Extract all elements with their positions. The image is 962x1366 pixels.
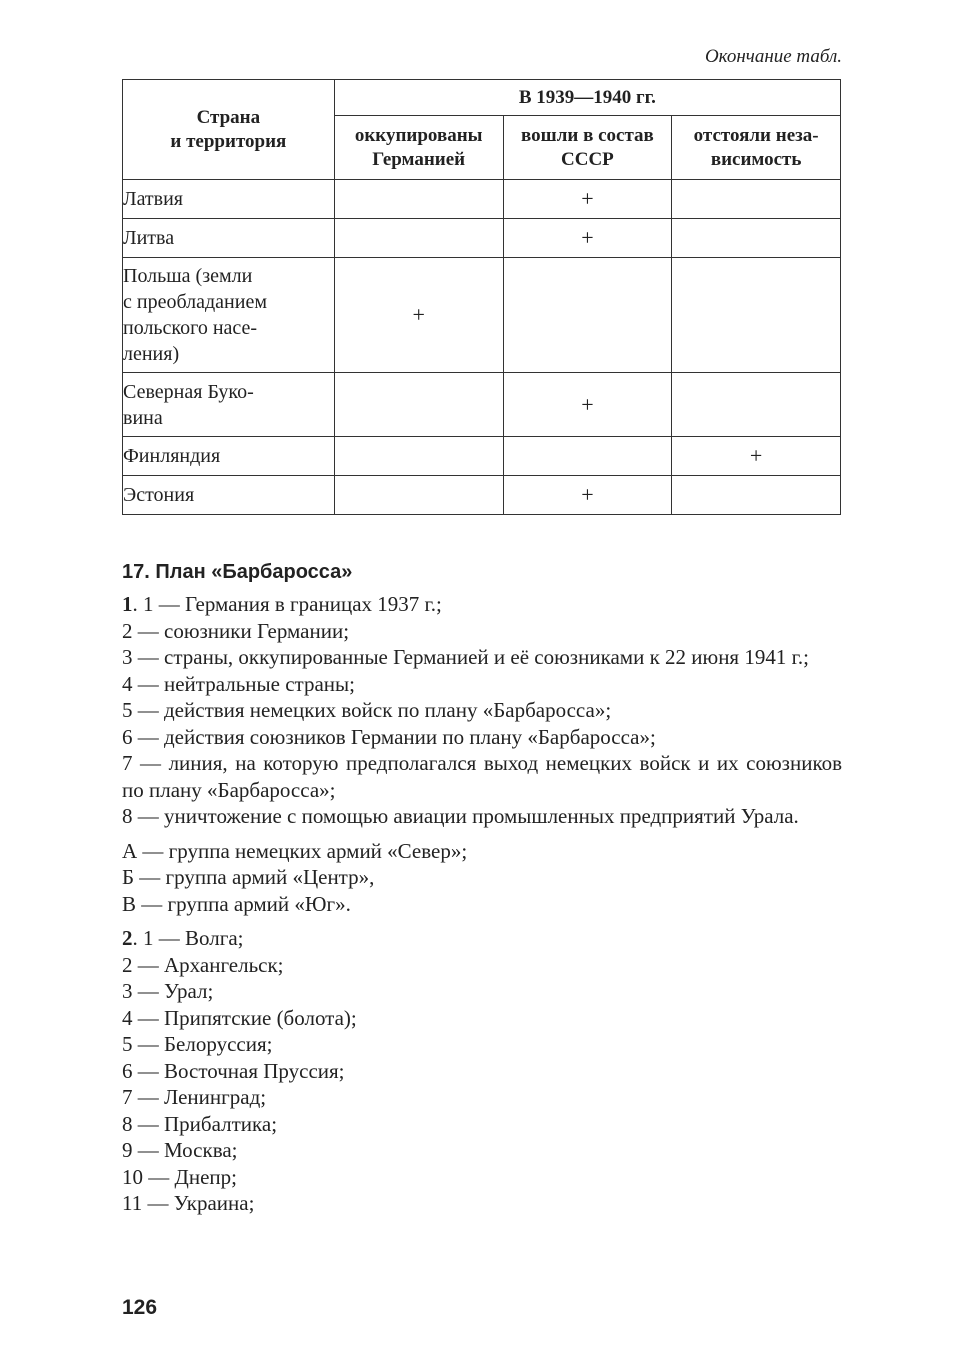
cell-text: вошли в состав СССР	[521, 124, 654, 170]
cell-country: Литва	[123, 219, 335, 258]
list-item	[122, 864, 842, 891]
header-occupied	[334, 116, 503, 180]
list-item	[122, 1111, 842, 1138]
part-number: 2	[122, 926, 133, 950]
cell-ussr: +	[503, 476, 672, 515]
cell-occupied	[334, 219, 503, 258]
list-item-text: Б — группа армий «Центр»,	[122, 865, 375, 889]
table-row	[123, 373, 841, 437]
list-item	[122, 803, 842, 830]
list-item-text: 3 — страны, оккупированные Германией и её союзниками к 22 июня 1941 г.;	[122, 645, 809, 669]
cell-occupied	[334, 476, 503, 515]
list-item-text: 6 — Восточная Пруссия;	[122, 1058, 345, 1083]
cell-ussr: +	[503, 180, 672, 219]
cell-occupied	[334, 180, 503, 219]
table-row	[123, 219, 841, 258]
table-row	[123, 180, 841, 219]
page-number: 126	[122, 1296, 158, 1319]
list-item	[122, 618, 842, 645]
cell-country: Эстония	[123, 476, 335, 515]
list-item-text: В — группа армий «Юг».	[122, 891, 351, 916]
part2-list	[122, 925, 842, 1217]
list-item-text: 7 — Ленинград;	[122, 1085, 267, 1109]
list-item-text: 2 — союзники Германии;	[122, 618, 350, 643]
list-item-text: 5 — действия немецких войск по плану «Барбаросса»;	[122, 698, 612, 722]
list-item	[122, 724, 842, 751]
cell-independent: +	[672, 437, 841, 476]
cell-independent	[672, 219, 841, 258]
cell-country: Латвия	[123, 180, 335, 219]
list-item	[122, 1058, 842, 1085]
list-item-text: 8 — Прибалтика;	[122, 1111, 278, 1136]
list-item	[122, 1031, 842, 1058]
cell-independent	[672, 258, 841, 373]
table-row	[123, 258, 841, 373]
cell-ussr: +	[503, 373, 672, 437]
cell-country: Польша (земли с преобладанием польского насе- ления)	[123, 258, 335, 373]
cell-independent	[672, 373, 841, 437]
list-item	[122, 671, 842, 698]
list-item-text: . 1 — Волга;	[132, 926, 244, 950]
table-body	[123, 180, 841, 515]
cell-occupied	[334, 373, 503, 437]
list-item	[122, 952, 842, 979]
list-item-text: . 1 — Германия в границах 1937 г.;	[132, 592, 442, 616]
cell-occupied	[334, 437, 503, 476]
list-item	[122, 838, 842, 865]
list-item-text: 2 — Архангельск;	[122, 952, 284, 977]
list-item	[122, 697, 842, 724]
list-item	[122, 591, 842, 618]
list-item-text: 11 — Украина;	[122, 1191, 255, 1215]
cell-text: отстояли неза- висимость	[693, 124, 819, 170]
list-item-text: 6 — действия союзников Германии по плану «Барбаросса»;	[122, 724, 656, 749]
list-item-text: 9 — Москва;	[122, 1138, 238, 1162]
list-item-text: 4 — нейтральные страны;	[122, 671, 355, 696]
list-item	[122, 1164, 842, 1191]
list-item	[122, 978, 842, 1005]
header-independent	[672, 116, 841, 180]
header-period: В 1939—1940 гг.	[334, 80, 840, 116]
countries-table	[122, 79, 841, 515]
list-item	[122, 925, 842, 952]
list-item	[122, 644, 842, 671]
cell-independent	[672, 180, 841, 219]
list-item-text: 4 — Припятские (болота);	[122, 1005, 357, 1030]
list-item	[122, 1137, 842, 1164]
list-item-text: 5 — Белоруссия;	[122, 1032, 273, 1056]
army-groups-list	[122, 838, 842, 918]
cell-ussr	[503, 258, 672, 373]
cell-independent	[672, 476, 841, 515]
cell-ussr	[503, 437, 672, 476]
list-item	[122, 891, 842, 918]
table-caption: Окончание табл.	[704, 46, 842, 67]
list-item	[122, 1190, 842, 1217]
part1-list	[122, 591, 842, 830]
list-item-text: 8 — уничтожение с помощью авиации промышленных предприятий Урала.	[122, 804, 799, 828]
part-number: 1	[122, 592, 133, 616]
table-row	[123, 437, 841, 476]
list-item-text: 7 — линия, на которую предполагался выход немецких войск и их союзников по плану «Барбаросса»;	[122, 751, 842, 802]
cell-text: оккупированы Германией	[354, 124, 483, 170]
list-item	[122, 1005, 842, 1032]
header-ussr	[503, 116, 672, 180]
list-item-text: 3 — Урал;	[122, 979, 214, 1003]
cell-occupied: +	[334, 258, 503, 373]
cell-text: Страна и территория	[170, 106, 287, 152]
table-row	[123, 476, 841, 515]
cell-ussr: +	[503, 219, 672, 258]
list-item	[122, 750, 842, 803]
section-plan-barbarossa	[122, 559, 842, 1217]
cell-country: Северная Буко- вина	[123, 373, 335, 437]
cell-country: Финляндия	[123, 437, 335, 476]
list-item-text: А — группа немецких армий «Север»;	[122, 838, 468, 863]
list-item-text: 10 — Днепр;	[122, 1164, 237, 1189]
header-country	[123, 80, 335, 180]
list-item	[122, 1084, 842, 1111]
section-title: 17. План «Барбаросса»	[122, 561, 353, 583]
